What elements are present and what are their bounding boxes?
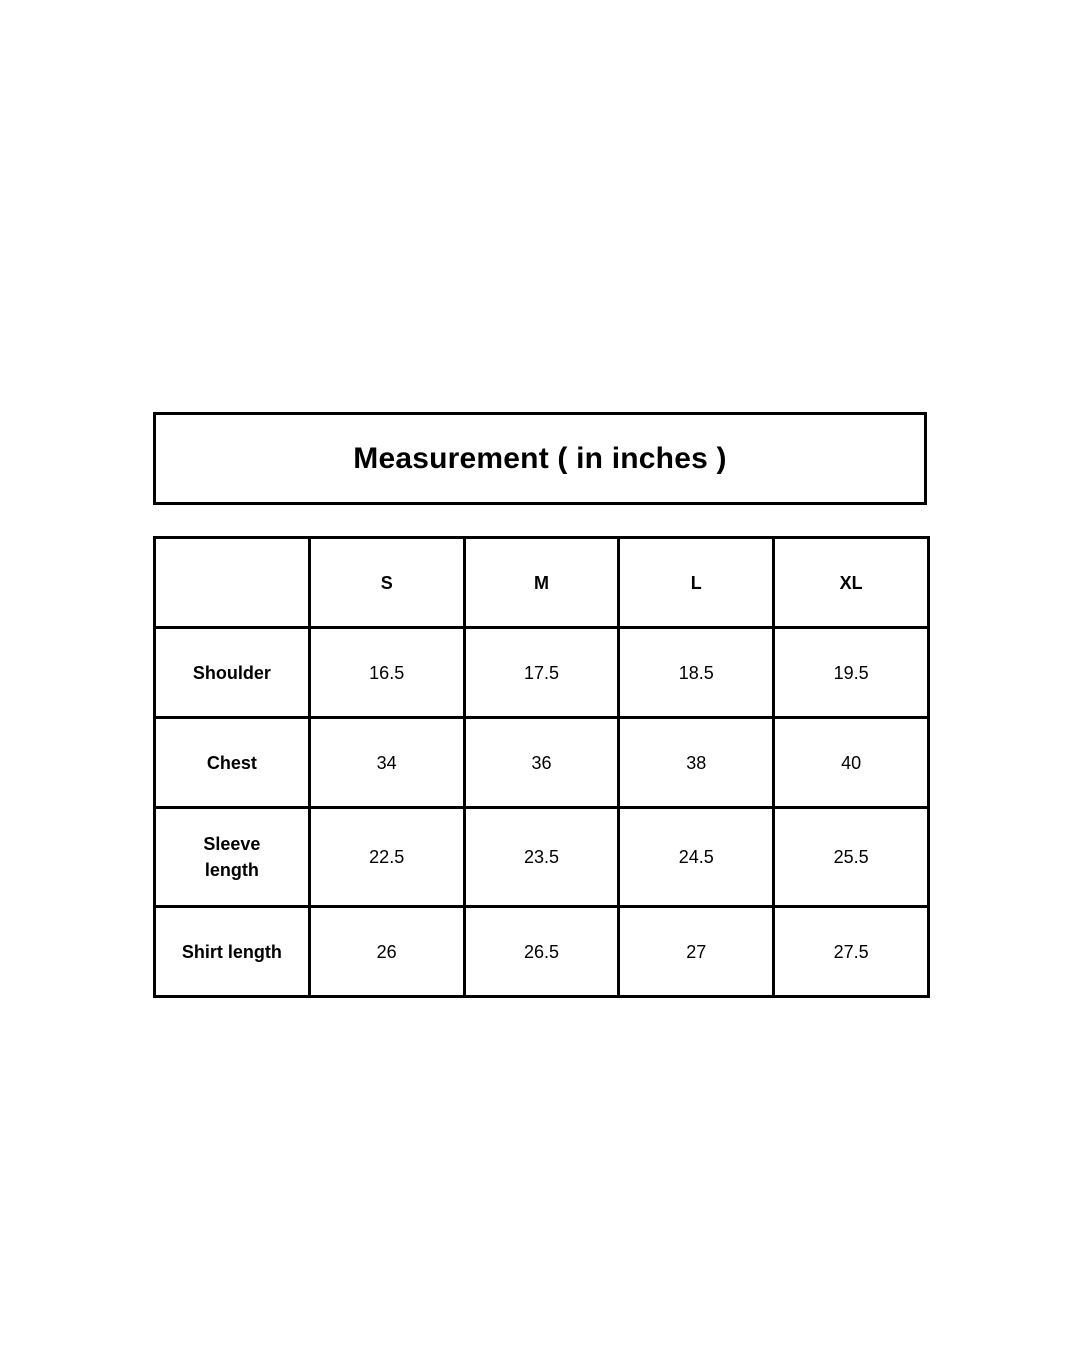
table-cell: 26 xyxy=(309,907,464,997)
table-cell: 27.5 xyxy=(774,907,929,997)
table-header-row xyxy=(155,538,929,628)
table-row xyxy=(155,718,929,808)
table-corner-cell xyxy=(155,538,310,628)
table-cell: 23.5 xyxy=(464,808,619,907)
table-cell: 22.5 xyxy=(309,808,464,907)
table-row xyxy=(155,907,929,997)
table-row xyxy=(155,628,929,718)
page-title: Measurement ( in inches ) xyxy=(353,441,727,475)
column-header-l: L xyxy=(619,538,774,628)
row-label-sleeve-length xyxy=(155,808,310,907)
column-header-s: S xyxy=(309,538,464,628)
table-row xyxy=(155,808,929,907)
table-cell: 16.5 xyxy=(309,628,464,718)
table-cell: 27 xyxy=(619,907,774,997)
column-header-xl: XL xyxy=(774,538,929,628)
title-box xyxy=(153,412,927,505)
table-cell: 40 xyxy=(774,718,929,808)
table-cell: 24.5 xyxy=(619,808,774,907)
row-label-shirt-length: Shirt length xyxy=(155,907,310,997)
table-cell: 17.5 xyxy=(464,628,619,718)
row-label-text: Sleeve length xyxy=(203,834,261,880)
column-header-m: M xyxy=(464,538,619,628)
size-chart-table xyxy=(153,536,930,998)
table-cell: 18.5 xyxy=(619,628,774,718)
table-cell: 25.5 xyxy=(774,808,929,907)
table-cell: 26.5 xyxy=(464,907,619,997)
row-label-chest: Chest xyxy=(155,718,310,808)
row-label-shoulder: Shoulder xyxy=(155,628,310,718)
table-cell: 19.5 xyxy=(774,628,929,718)
table-cell: 36 xyxy=(464,718,619,808)
table-cell: 34 xyxy=(309,718,464,808)
table-cell: 38 xyxy=(619,718,774,808)
